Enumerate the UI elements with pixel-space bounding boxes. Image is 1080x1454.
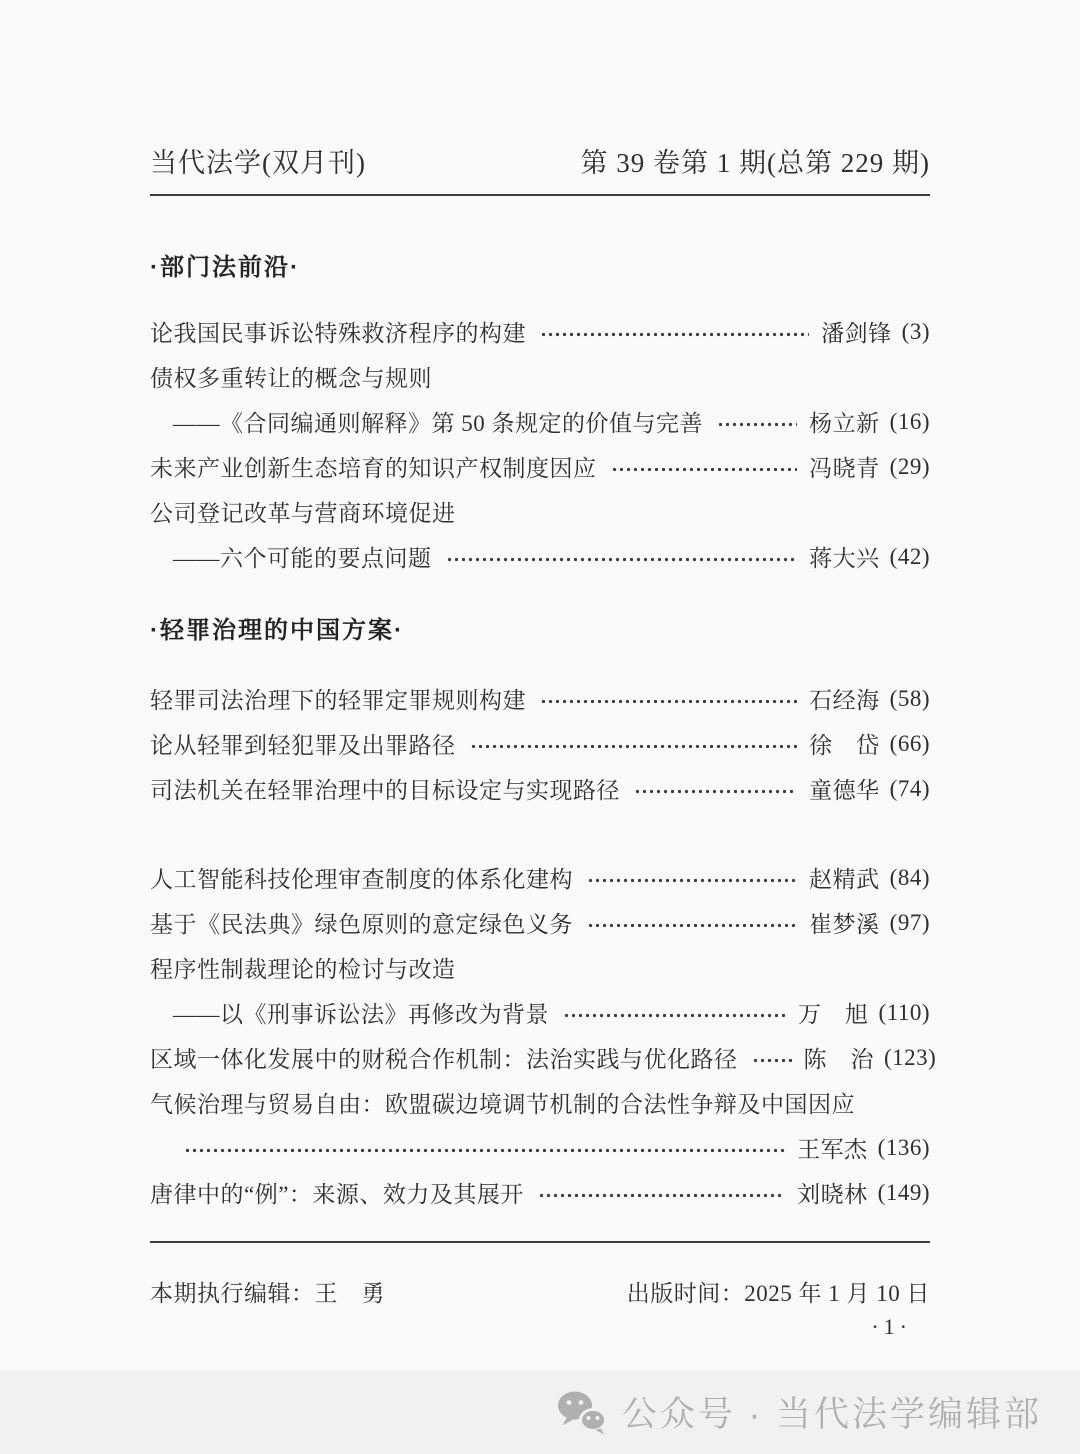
toc-entry [150,766,930,811]
toc-entry-subtitle-line [150,534,930,579]
toc-entry [150,676,930,721]
entry-author: 赵精武 [809,867,880,892]
section-heading-departmental-law [150,242,930,287]
wechat-icon [556,1389,608,1435]
entry-subtitle: ——六个可能的要点问题 [173,546,432,571]
entry-author: 潘剑锋 [821,321,892,346]
toc-entry-title-line [150,1080,930,1125]
entry-author: 徐 岱 [809,733,880,758]
toc-entry-title-line [150,354,930,399]
toc-entry-subtitle-line [150,399,930,444]
dot-leader [611,465,798,475]
entry-page-number: (136) [877,1134,930,1160]
entry-title: 程序性制裁理论的检讨与改造 [150,957,456,982]
entry-author: 刘晓林 [797,1182,868,1207]
entry-title: 论我国民事诉讼特殊救济程序的构建 [150,321,526,346]
toc-entry-title-line [150,489,930,534]
dot-leader [470,742,798,752]
page-footer [150,1269,930,1314]
entry-title: 轻罪司法治理下的轻罪定罪规则构建 [150,688,526,713]
toc-entry-subtitle-line [150,990,930,1035]
entry-author: 陈 治 [803,1047,874,1072]
entry-title: 人工智能科技伦理审查制度的体系化建构 [150,867,573,892]
toc-entry [150,309,930,354]
dot-leader [587,876,797,886]
dot-leader [540,697,797,707]
entry-page-number: (84) [889,864,930,890]
issue-info: 第 39 卷第 1 期(总第 229 期) [580,148,930,178]
toc-entry [150,1170,930,1215]
section-heading-text: ·部门法前沿· [150,254,300,281]
page-header [150,0,930,180]
toc-entry [150,1035,937,1080]
dot-leader [446,555,798,565]
entry-page-number: (74) [889,775,930,801]
entry-title: 基于《民法典》绿色原则的意定绿色义务 [150,912,573,937]
dot-leader [184,1146,785,1156]
entry-title: 气候治理与贸易自由：欧盟碳边境调节机制的合法性争辩及中国因应 [150,1092,855,1117]
table-of-contents [150,242,937,1215]
entry-title: 区域一体化发展中的财税合作机制：法治实践与优化路径 [150,1047,738,1072]
entry-page-number: (123) [884,1044,937,1070]
entry-page-number: (97) [889,909,930,935]
entry-page-number: (149) [877,1179,930,1205]
entry-author: 万 旭 [798,1002,869,1027]
entry-author: 石经海 [809,688,880,713]
entry-author: 王军杰 [797,1137,868,1162]
section-heading-text: ·轻罪治理的中国方案· [150,617,404,644]
entry-author: 崔梦溪 [809,912,880,937]
entry-title: 司法机关在轻罪治理中的目标设定与实现路径 [150,778,620,803]
dot-leader [634,787,797,797]
entry-title: 论从轻罪到轻犯罪及出罪路径 [150,733,456,758]
entry-title: 未来产业创新生态培育的知识产权制度因应 [150,456,597,481]
dot-leader [717,420,797,430]
journal-title: 当代法学(双月刊) [150,148,366,178]
entry-title: 公司登记改革与营商环境促进 [150,501,456,526]
dot-leader [563,1011,786,1021]
entry-title: 债权多重转让的概念与规则 [150,366,432,391]
page-number-row [150,1314,930,1344]
watermark-text: 公众号 · 当代法学编辑部 [621,1395,1042,1434]
page-number: ·1· [871,1314,912,1339]
entry-subtitle: ——以《刑事诉讼法》再修改为背景 [173,1002,549,1027]
entry-subtitle: ——《合同编通则解释》第 50 条规定的价值与完善 [173,411,703,436]
entry-page-number: (58) [889,685,930,711]
entry-author: 蒋大兴 [809,546,880,571]
section-heading-misdemeanor-governance [150,605,930,650]
publish-date-label: 出版时间：2025 年 1 月 10 日 [626,1281,930,1306]
toc-entry [150,444,930,489]
entry-page-number: (16) [889,408,930,434]
footer-rule [150,1241,930,1243]
toc-entry-title-line [150,945,930,990]
header-rule [150,194,930,196]
entry-author: 童德华 [809,778,880,803]
entry-page-number: (66) [889,730,930,756]
entry-author: 杨立新 [809,411,880,436]
entry-page-number: (29) [889,453,930,479]
toc-entry [150,855,930,900]
toc-entry [150,721,930,766]
dot-leader [752,1056,792,1066]
entry-author: 冯晓青 [809,456,880,481]
entry-page-number: (42) [889,543,930,569]
entry-title: 唐律中的“例”：来源、效力及其展开 [150,1182,524,1207]
dot-leader [540,330,809,340]
dot-leader [587,921,797,931]
executive-editor-label: 本期执行编辑：王 勇 [150,1281,385,1306]
entry-page-number: (110) [878,999,930,1025]
dot-leader [538,1191,785,1201]
toc-entry [150,900,930,945]
toc-entry-continuation-line [150,1125,930,1170]
wechat-watermark-banner [0,1370,1080,1454]
entry-page-number: (3) [901,318,930,344]
